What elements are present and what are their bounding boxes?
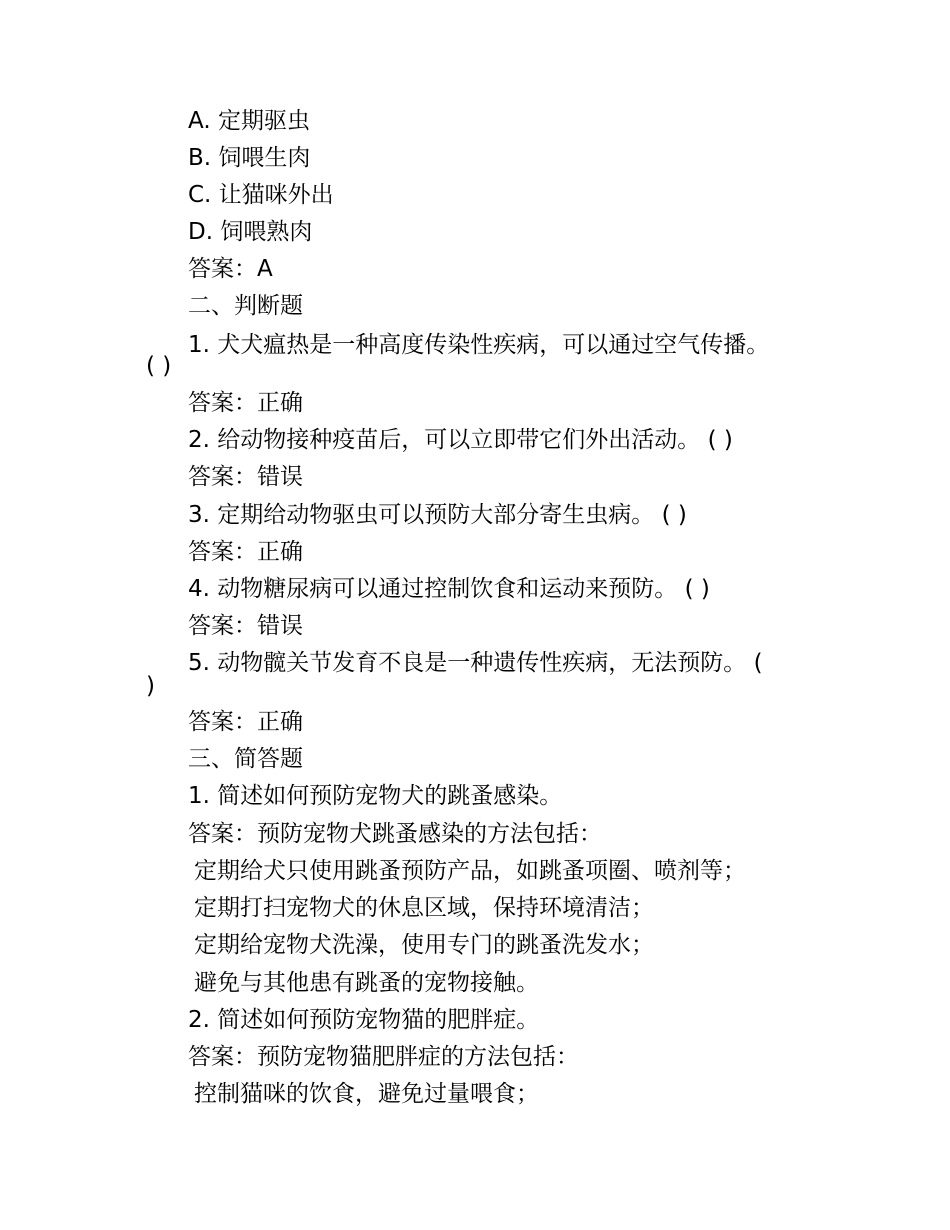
sa-answer-1-item: 避免与其他患有跳蚤的宠物接触。 [194, 970, 539, 996]
tf-answer-4: 答案：错误 [188, 613, 303, 639]
tf-answer-5: 答案：正确 [188, 709, 303, 735]
sa-answer-2-intro: 答案：预防宠物猫肥胖症的方法包括： [188, 1044, 579, 1070]
tf-question-1-wrap: ( ) [146, 353, 172, 379]
option-c: C. 让猫咪外出 [188, 182, 334, 208]
tf-question-5: 5. 动物髋关节发育不良是一种遗传性疾病，无法预防。 ( [188, 650, 763, 676]
sa-question-2: 2. 简述如何预防宠物猫的肥胖症。 [188, 1007, 540, 1033]
mcq-answer: 答案：A [188, 256, 273, 282]
sa-answer-1-item: 定期给犬只使用跳蚤预防产品，如跳蚤项圈、喷剂等； [194, 858, 746, 884]
sa-answer-1-intro: 答案：预防宠物犬跳蚤感染的方法包括： [188, 821, 602, 847]
tf-answer-2: 答案：错误 [188, 464, 303, 490]
sa-answer-1-item: 定期给宠物犬洗澡，使用专门的跳蚤洗发水； [194, 932, 654, 958]
tf-question-5-wrap: ) [146, 673, 155, 699]
tf-answer-3: 答案：正确 [188, 539, 303, 565]
tf-question-3: 3. 定期给动物驱虫可以预防大部分寄生虫病。 ( ) [188, 502, 687, 528]
tf-question-4: 4. 动物糖尿病可以通过控制饮食和运动来预防。 ( ) [188, 576, 710, 602]
tf-answer-1: 答案：正确 [188, 390, 303, 416]
sa-question-1: 1. 简述如何预防宠物犬的跳蚤感染。 [188, 783, 563, 809]
tf-question-1: 1. 犬犬瘟热是一种高度传染性疾病，可以通过空气传播。 [188, 332, 770, 358]
tf-question-2: 2. 给动物接种疫苗后，可以立即带它们外出活动。 ( ) [188, 427, 733, 453]
section-heading-short-answer: 三、简答题 [188, 746, 303, 772]
option-b: B. 饲喂生肉 [188, 145, 311, 171]
section-heading-true-false: 二、判断题 [188, 293, 303, 319]
option-d: D. 饲喂熟肉 [188, 219, 313, 245]
sa-answer-2-item: 控制猫咪的饮食，避免过量喂食； [194, 1081, 539, 1107]
sa-answer-1-item: 定期打扫宠物犬的休息区域，保持环境清洁； [194, 895, 654, 921]
option-a: A. 定期驱虫 [188, 108, 310, 134]
